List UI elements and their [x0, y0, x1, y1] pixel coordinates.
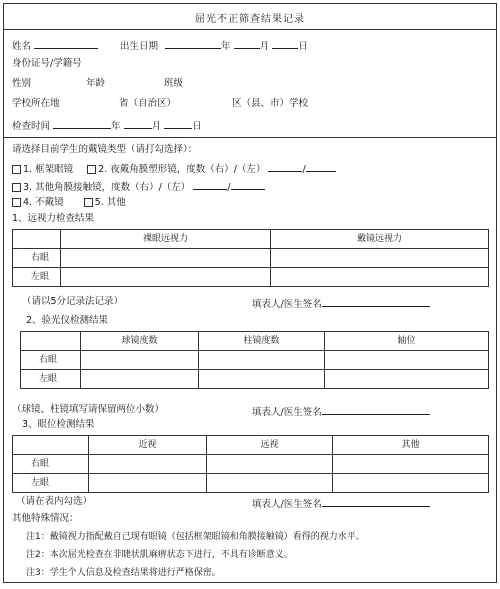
eyepos-right-label: 右眼: [13, 455, 89, 474]
refraction-left-axis-cell[interactable]: [325, 370, 489, 389]
refraction-right-sphere-cell[interactable]: [81, 351, 199, 370]
refraction-signer-label: 填表人/医生签名: [252, 407, 322, 418]
eyepos-left-myopia-cell[interactable]: [89, 474, 207, 493]
note-3: 注3：学生个人信息及检查结果将进行严格保密。: [26, 568, 221, 578]
birth-month-field[interactable]: [234, 37, 260, 49]
glasses-opt4-label: 4. 不戴镜: [23, 197, 64, 208]
refraction-heading: 2、验光仪检测结果: [26, 315, 109, 326]
birth-day-field[interactable]: [272, 37, 298, 49]
acuity-right-label: 右眼: [13, 249, 61, 268]
eyepos-heading: 3、眼位检测结果: [22, 419, 95, 430]
name-label: 姓名: [12, 41, 32, 52]
refraction-signer-row: [252, 403, 430, 417]
acuity-left-naked-cell[interactable]: [61, 268, 271, 287]
age-label: 年龄: [86, 78, 106, 89]
refraction-col-axis: 轴位: [325, 332, 489, 351]
eyepos-left-label: 左眼: [13, 474, 89, 493]
glasses-row-3: [12, 196, 126, 210]
glasses-opt3-left-field[interactable]: [231, 178, 265, 190]
eyepos-corner-cell: [13, 436, 89, 455]
birth-month-unit: 月: [259, 41, 270, 52]
form-title: 屈光不正筛查结果记录: [195, 14, 305, 25]
acuity-corner-cell: [13, 230, 61, 249]
glasses-opt2-label: 2. 夜戴角膜塑形镜，度数（右）/（左）: [98, 164, 266, 175]
acuity-col-corrected: 戴镜远视力: [271, 230, 489, 249]
refraction-col-sphere: 球镜度数: [81, 332, 199, 351]
sex-row: [12, 77, 31, 91]
refraction-right-row: [21, 351, 489, 370]
refraction-table: [20, 331, 489, 389]
acuity-right-corrected-cell[interactable]: [271, 249, 489, 268]
eyepos-table: [12, 435, 489, 493]
exam-year-unit: 年: [111, 121, 121, 132]
acuity-left-label: 左眼: [13, 268, 61, 287]
glasses-opt4-checkbox[interactable]: [12, 198, 21, 207]
refraction-left-label: 左眼: [21, 370, 81, 389]
acuity-heading: 1、远视力检查结果: [12, 213, 95, 224]
eyepos-right-other-cell[interactable]: [333, 455, 489, 474]
acuity-right-row: [13, 249, 489, 268]
refraction-corner-cell: [21, 332, 81, 351]
glasses-opt1-label: 1. 框架眼镜: [23, 164, 74, 175]
eyepos-note: （请在表内勾选）: [16, 496, 93, 507]
refraction-header-row: [21, 332, 489, 351]
glasses-opt5-checkbox[interactable]: [84, 198, 93, 207]
glasses-prompt: 请选择目前学生的戴镜类型（请打勾选择）：: [12, 144, 198, 155]
acuity-signer-field[interactable]: [322, 295, 430, 307]
school-label: 学校所在地: [12, 98, 60, 109]
exam-month-unit: 月: [151, 121, 162, 132]
district-label: 区（县、市）学校: [232, 98, 309, 109]
acuity-col-naked: 裸眼远视力: [61, 230, 271, 249]
exam-date-row: [12, 117, 202, 131]
eyepos-col-other: 其他: [333, 436, 489, 455]
special-label: 其他特殊情况：: [12, 513, 79, 524]
eyepos-header-row: [13, 436, 489, 455]
acuity-signer-label: 填表人/医生签名: [252, 299, 322, 310]
name-row: [12, 37, 98, 51]
eyepos-left-other-cell[interactable]: [333, 474, 489, 493]
sex-label: 性别: [12, 78, 32, 89]
refraction-right-axis-cell[interactable]: [325, 351, 489, 370]
name-field[interactable]: [34, 37, 98, 49]
glasses-opt2-right-field[interactable]: [268, 160, 302, 172]
acuity-right-naked-cell[interactable]: [61, 249, 271, 268]
birth-year-field[interactable]: [165, 37, 221, 49]
birth-label: 出生日期: [120, 41, 159, 52]
refraction-col-cylinder: 柱镜度数: [199, 332, 325, 351]
province-label: 省（自治区）: [119, 98, 177, 109]
glasses-row-1: [12, 160, 336, 174]
exam-day-unit: 日: [192, 121, 202, 132]
birth-year-unit: 年: [221, 41, 231, 52]
glasses-opt3-slash: /: [227, 182, 231, 193]
acuity-signer-row: [252, 295, 430, 309]
eyepos-signer-label: 填表人/医生签名: [252, 499, 322, 510]
eyepos-col-hyperopia: 远视: [207, 436, 333, 455]
eyepos-left-hyperopia-cell[interactable]: [207, 474, 333, 493]
birth-day-unit: 日: [298, 41, 308, 52]
eyepos-right-myopia-cell[interactable]: [89, 455, 207, 474]
refraction-right-label: 右眼: [21, 351, 81, 370]
eyepos-signer-row: [252, 495, 430, 509]
id-label: 身份证号/学籍号: [12, 58, 82, 69]
refraction-left-row: [21, 370, 489, 389]
birth-row: [120, 37, 308, 51]
note-2: 注2：本次屈光检查在非睫状肌麻痹状态下进行，不具有诊断意义。: [26, 550, 293, 560]
refraction-right-cylinder-cell[interactable]: [199, 351, 325, 370]
acuity-note: （请以5分记录法记录）: [22, 296, 124, 307]
exam-year-field[interactable]: [53, 117, 111, 129]
glasses-opt2-slash: /: [302, 164, 306, 175]
eyepos-right-hyperopia-cell[interactable]: [207, 455, 333, 474]
refraction-signer-field[interactable]: [322, 403, 430, 415]
school-row: [12, 97, 60, 111]
acuity-header-row: [13, 230, 489, 249]
refraction-left-cylinder-cell[interactable]: [199, 370, 325, 389]
note-1: 注1：戴镜视力指配戴自己现有眼镜（包括框架眼镜和角膜接触镜）看得的视力水平。: [26, 532, 365, 542]
glasses-opt2-left-field[interactable]: [306, 160, 336, 172]
info-divider: [4, 137, 496, 138]
glasses-row-2: [12, 178, 265, 192]
eyepos-right-row: [13, 455, 489, 474]
id-row: [12, 57, 82, 71]
refraction-left-sphere-cell[interactable]: [81, 370, 199, 389]
exam-day-field[interactable]: [164, 117, 192, 129]
screening-form: [3, 3, 497, 583]
eyepos-signer-field[interactable]: [322, 495, 430, 507]
acuity-left-corrected-cell[interactable]: [271, 268, 489, 287]
refraction-note: （球镜、柱镜填写请保留两位小数）: [12, 404, 165, 415]
eyepos-left-row: [13, 474, 489, 493]
acuity-left-row: [13, 268, 489, 287]
class-label: 班级: [164, 78, 184, 89]
exam-date-label: 检查时间: [12, 121, 51, 132]
glasses-opt1-checkbox[interactable]: [12, 165, 21, 174]
glasses-opt2-checkbox[interactable]: [87, 165, 96, 174]
glasses-opt3-right-field[interactable]: [193, 178, 227, 190]
acuity-table: [12, 229, 489, 287]
glasses-opt5-label: 5. 其他: [94, 197, 126, 208]
exam-month-field[interactable]: [124, 117, 152, 129]
glasses-opt3-label: 3. 其他角膜接触镜，度数（右）/（左）: [23, 182, 191, 193]
glasses-opt3-checkbox[interactable]: [12, 183, 21, 192]
title-divider: [4, 29, 496, 30]
eyepos-col-myopia: 近视: [89, 436, 207, 455]
